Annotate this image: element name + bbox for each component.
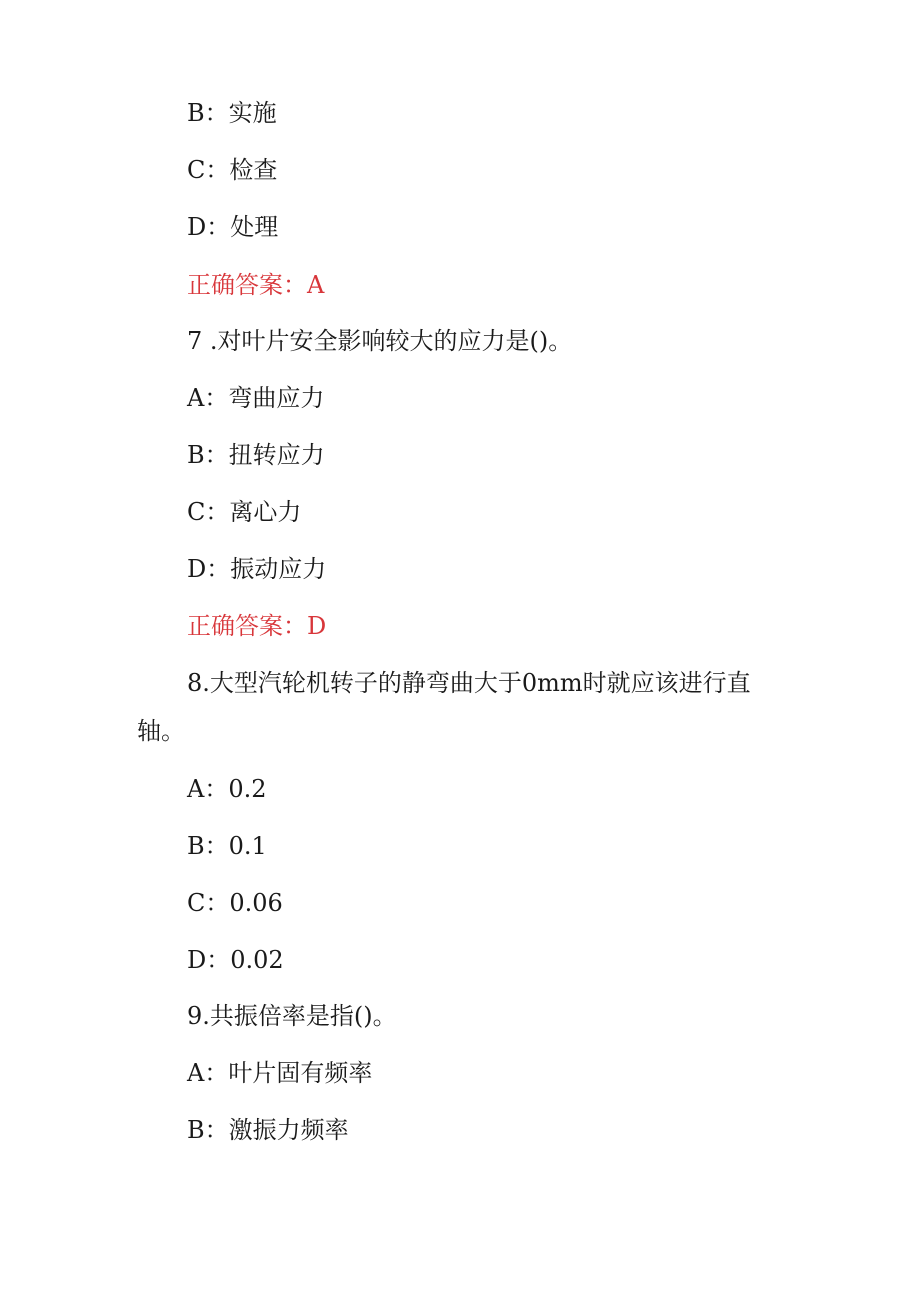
q8-stem-line-1: 8.大型汽轮机转子的静弯曲大于0mm时就应该进行直 — [187, 669, 751, 697]
q7-option-c: C：离心力 — [187, 498, 302, 526]
q6-option-c: C：检查 — [187, 156, 278, 184]
q8-option-c: C：0.06 — [187, 889, 283, 917]
q6-answer: 正确答案：A — [187, 271, 325, 299]
q7-option-b: B：扭转应力 — [187, 441, 325, 469]
q8-option-a: A：0.2 — [187, 775, 267, 803]
q9-option-a: A：叶片固有频率 — [187, 1059, 373, 1087]
q8-option-b: B：0.1 — [187, 832, 267, 860]
q9-stem: 9.共振倍率是指()。 — [187, 1002, 397, 1030]
q7-option-a: A：弯曲应力 — [187, 384, 325, 412]
q7-answer: 正确答案：D — [187, 612, 327, 640]
q6-option-d: D：处理 — [187, 213, 279, 241]
q9-option-b: B：激振力频率 — [187, 1116, 349, 1144]
q7-option-d: D：振动应力 — [187, 555, 327, 583]
q6-option-b: B：实施 — [187, 99, 277, 127]
q8-stem-line-2: 轴。 — [137, 717, 185, 745]
q8-option-d: D：0.02 — [187, 946, 284, 974]
q7-stem: 7 .对叶片安全影响较大的应力是()。 — [187, 327, 573, 355]
